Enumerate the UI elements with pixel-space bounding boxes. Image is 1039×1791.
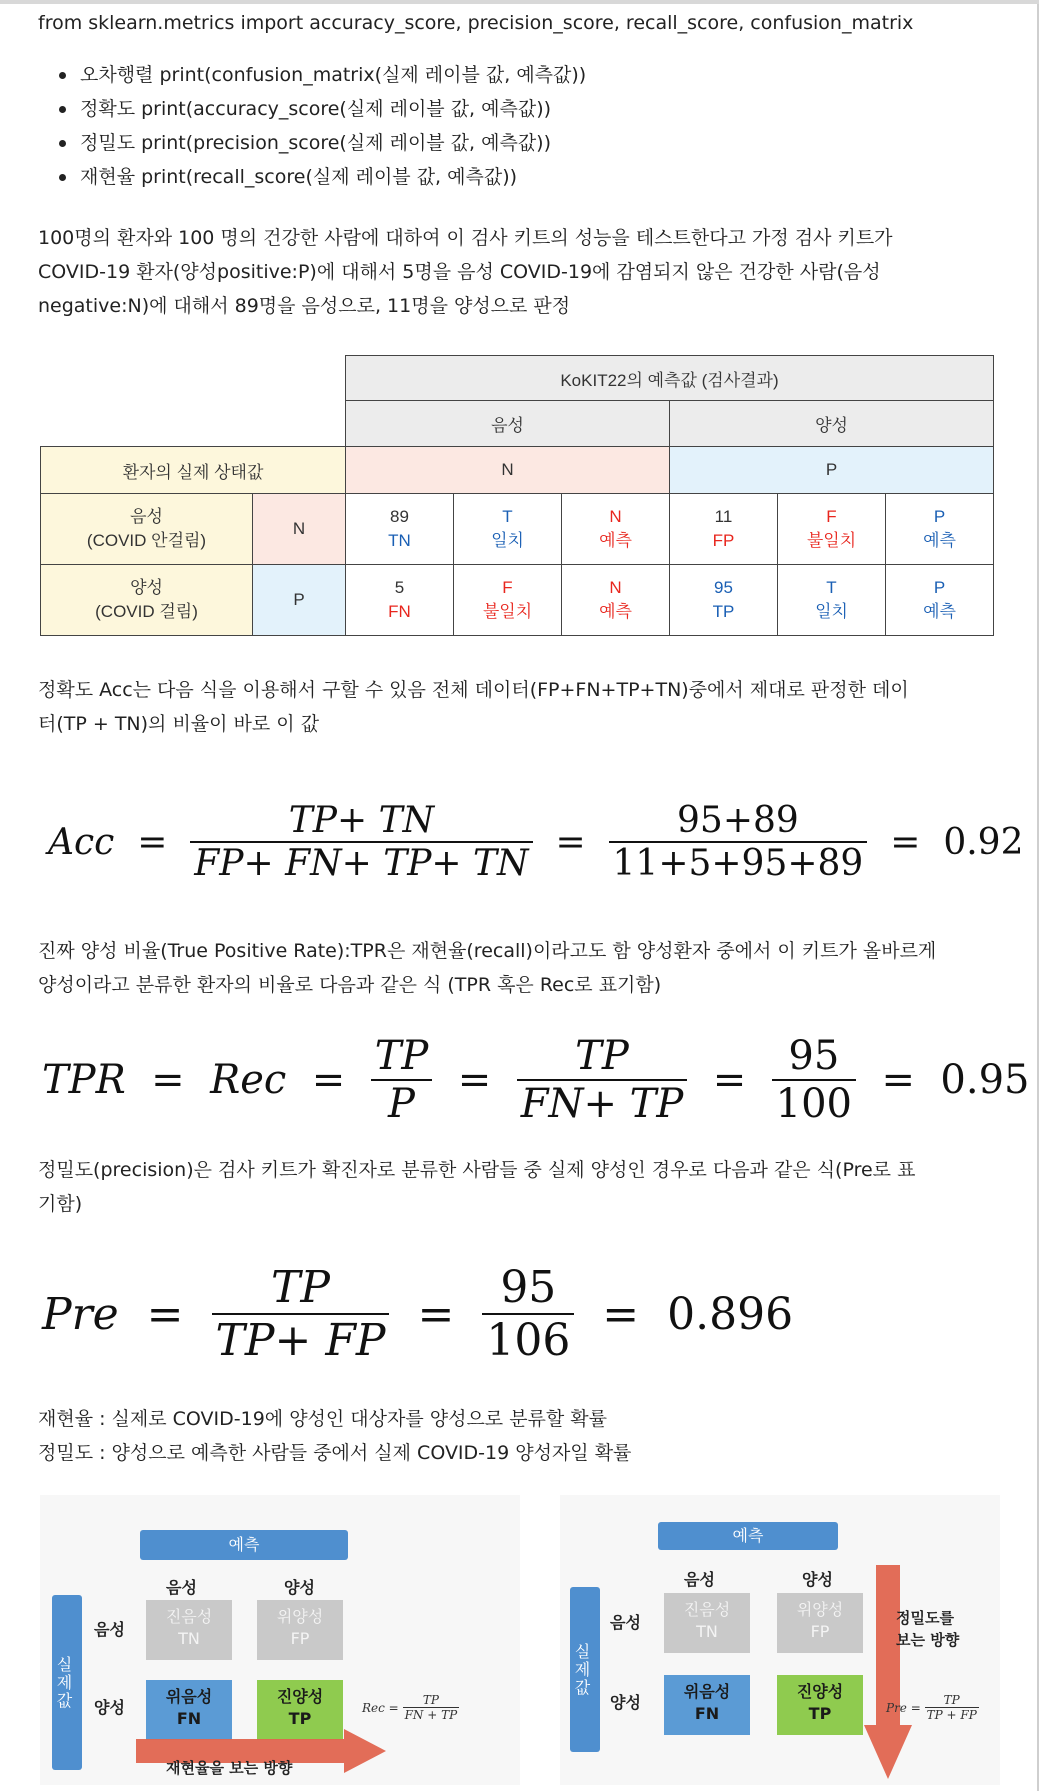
predicted-header: 예측	[140, 1530, 348, 1560]
predicted-negative-header: 음성	[346, 401, 670, 447]
acc-line: 정확도 Acc는 다음 식을 이용해서 구할 수 있음 전체 데이터(FP+FN+TP+TN)중에서 제대로 판정한 데이	[38, 679, 909, 701]
accuracy-paragraph	[38, 673, 998, 741]
recall-direction-label: 재현율을 보는 방향	[166, 1759, 293, 1777]
precision-formula: Pre = $\frac{TP}{TP+ FP}$ = $\frac{95}{106}$ = 0.896	[42, 1262, 794, 1366]
p-label: P	[670, 447, 994, 494]
cell-predict: N 예측	[562, 494, 670, 565]
list-item: 재현율 print(recall_score(실제 레이블 값, 예측값))	[38, 160, 586, 194]
cell-match: T 일치	[454, 494, 562, 565]
col-label-positive: 양성	[284, 1578, 315, 1597]
acc-line: 터(TP + TN)의 비율이 바로 이 값	[38, 713, 320, 735]
precision-paragraph	[38, 1153, 998, 1221]
row-label-negative: 음성	[610, 1613, 641, 1632]
list-item: 정확도 print(accuracy_score(실제 레이블 값, 예측값))	[38, 92, 586, 126]
col-label-negative: 음성	[166, 1578, 197, 1597]
pre-line: 정밀도(precision)은 검사 키트가 확진자로 분류한 사람들 중 실제 양성인 경우로 다음과 같은 식(Pre로 표	[38, 1159, 916, 1181]
tn-box: 진음성 TN	[146, 1600, 232, 1660]
actual-status-label: 환자의 실제 상태값	[41, 447, 346, 494]
confusion-matrix-table	[40, 355, 994, 636]
cell-match: T 일치	[778, 565, 886, 636]
predicted-positive-header: 양성	[670, 401, 994, 447]
precision-mini-formula: Pre = $\frac{TP}{TP + FP}$	[886, 1693, 977, 1722]
list-item: 정밀도 print(precision_score(실제 레이블 값, 예측값))	[38, 126, 586, 160]
n-label: N	[346, 447, 670, 494]
precision-direction-label: 정밀도를 보는 방향	[896, 1609, 960, 1649]
cell-predict: P 예측	[886, 494, 994, 565]
summary-paragraph	[38, 1402, 998, 1470]
row-label-positive: 양성	[610, 1693, 641, 1712]
row-code-p: P	[253, 565, 346, 636]
tn-box: 진음성 TN	[664, 1593, 750, 1653]
predicted-header: 예측	[658, 1522, 838, 1550]
intro-line: negative:N)에 대해서 89명을 음성으로, 11명을 양성으로 판정	[38, 295, 571, 317]
row-label-negative: 음성	[94, 1620, 125, 1639]
summary-line: 재현율 : 실제로 COVID-19에 양성인 대상자를 양성으로 분류할 확률	[38, 1408, 608, 1430]
cell-predict: P 예측	[886, 565, 994, 636]
summary-line: 정밀도 : 양성으로 예측한 사람들 중에서 실제 COVID-19 양성자일 확률	[38, 1442, 632, 1464]
fp-box: 위양성 FP	[257, 1600, 343, 1660]
recall-diagram	[40, 1495, 520, 1785]
cell-mismatch: F 불일치	[778, 494, 886, 565]
cell-fp: 11 FP	[670, 494, 778, 565]
row-label-positive: 양성 (COVID 걸림)	[41, 565, 253, 636]
actual-header: 실제값	[52, 1595, 82, 1770]
col-label-negative: 음성	[684, 1570, 715, 1589]
recall-mini-formula: Rec = $\frac{TP}{FN + TP}$	[362, 1693, 458, 1722]
table-title: KoKIT22의 예측값 (검사결과)	[346, 356, 994, 401]
tp-box: 진양성 TP	[257, 1680, 343, 1740]
row-label-negative: 음성 (COVID 안걸림)	[41, 494, 253, 565]
tpr-line: 양성이라고 분류한 환자의 비율로 다음과 같은 식 (TPR 혹은 Rec로 표기함)	[38, 974, 662, 996]
tpr-formula: TPR = Rec = $\frac{TP}{P}$ = $\frac{TP}{FN+ TP}$ = $\frac{95}{100}$ = 0.95	[42, 1033, 1030, 1127]
list-item: 오차행렬 print(confusion_matrix(실제 레이블 값, 예측값))	[38, 58, 586, 92]
cell-predict: N 예측	[562, 565, 670, 636]
cell-mismatch: F 불일치	[454, 565, 562, 636]
code-import-line: from sklearn.metrics import accuracy_score, precision_score, recall_score, confusion_matrix	[38, 12, 914, 34]
accuracy-formula: Acc = $\frac{TP+ TN}{FP+ FN+ TP+ TN}$ = $\frac{95+89}{11+5+95+89}$ = 0.92	[48, 800, 1024, 884]
col-label-positive: 양성	[802, 1570, 833, 1589]
tpr-paragraph	[38, 934, 998, 1002]
row-label-positive: 양성	[94, 1698, 125, 1717]
tp-box: 진양성 TP	[777, 1675, 863, 1735]
top-divider	[0, 0, 1039, 4]
cell-tp: 95 TP	[670, 565, 778, 636]
cell-fn: 5 FN	[346, 565, 454, 636]
intro-line: 100명의 환자와 100 명의 건강한 사람에 대하여 이 검사 키트의 성능을 테스트한다고 가정 검사 키트가	[38, 227, 893, 249]
pre-line: 기함)	[38, 1193, 83, 1215]
precision-diagram	[560, 1495, 1000, 1785]
metric-function-list	[38, 58, 586, 194]
intro-paragraph	[38, 221, 998, 323]
fn-box: 위음성 FN	[146, 1680, 232, 1740]
cell-tn: 89 TN	[346, 494, 454, 565]
tpr-line: 진짜 양성 비율(True Positive Rate):TPR은 재현율(recall)이라고도 함 양성환자 중에서 이 키트가 올바르게	[38, 940, 937, 962]
precision-arrow-icon	[862, 1565, 914, 1781]
actual-header: 실제값	[570, 1587, 600, 1752]
fp-box: 위양성 FP	[777, 1593, 863, 1653]
row-code-n: N	[253, 494, 346, 565]
intro-line: COVID-19 환자(양성positive:P)에 대해서 5명을 음성 COVID-19에 감염되지 않은 건강한 사람(음성	[38, 261, 881, 283]
fn-box: 위음성 FN	[664, 1675, 750, 1735]
